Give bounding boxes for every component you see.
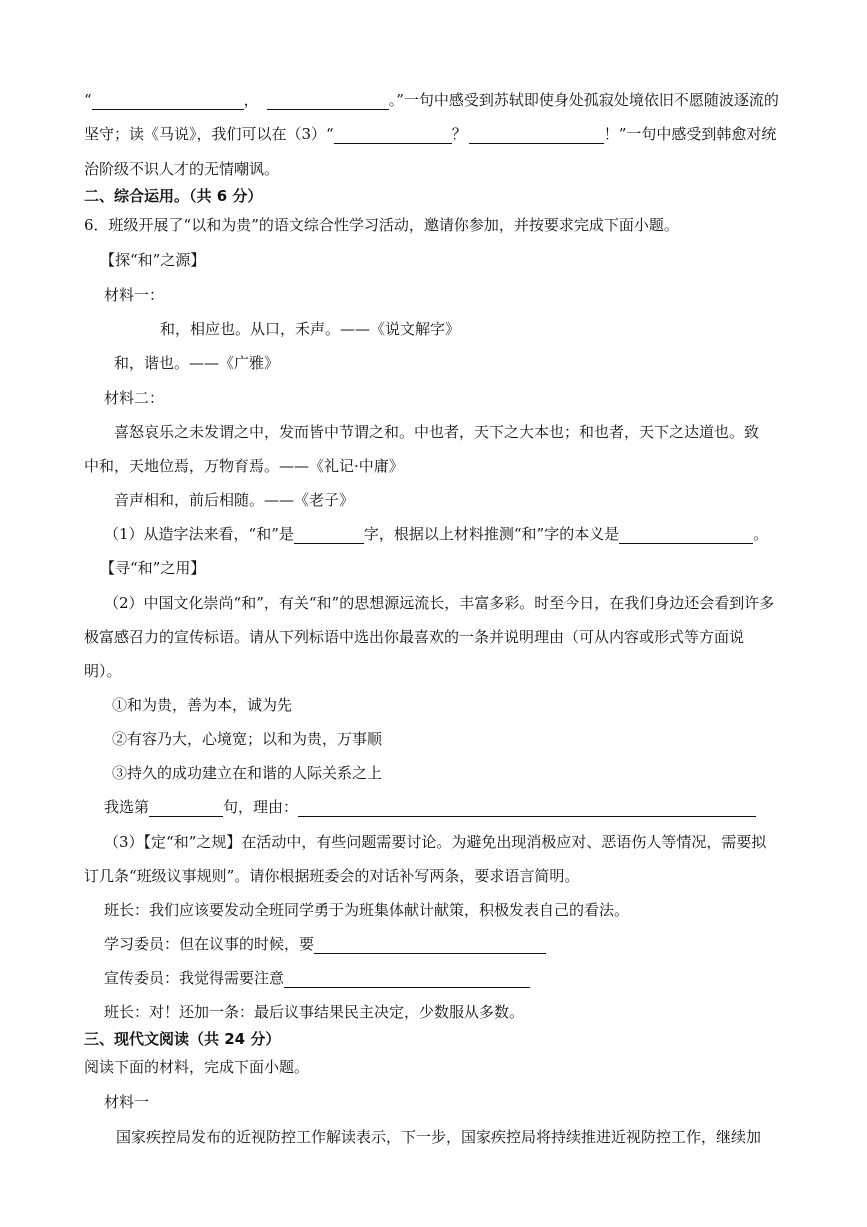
sub-question-1 bbox=[104, 524, 768, 544]
text: 学习委员：但在议事的时候，要 bbox=[104, 935, 315, 953]
sub-question-2-line-2: 极富感召力的宣传标语。请从下列标语中选出你最喜欢的一条并说明理由（可从内容或形式等方面说 bbox=[84, 628, 745, 646]
section-3-intro: 阅读下面的材料，完成下面小题。 bbox=[84, 1058, 310, 1076]
choice-line bbox=[104, 797, 756, 817]
material-1-b: 和，谐也。——《广雅》 bbox=[114, 354, 280, 372]
dialogue-4: 班长：对！还加一条：最后议事结果民主决定，少数服从多数。 bbox=[104, 1003, 525, 1021]
answer-blank[interactable] bbox=[267, 93, 389, 110]
answer-blank[interactable] bbox=[298, 800, 756, 817]
slogan-1: ①和为贵，善为本，诚为先 bbox=[112, 696, 293, 714]
section-3-title: 三、现代文阅读（共 24 分） bbox=[84, 1030, 281, 1048]
answer-blank[interactable] bbox=[469, 127, 604, 144]
text: 字，根据以上材料推测“和”字的本义是 bbox=[363, 525, 620, 543]
subheading-xun: 【寻“和”之用】 bbox=[100, 559, 206, 577]
material-2-b: 中和，天地位焉，万物育焉。——《礼记·中庸》 bbox=[84, 457, 404, 475]
material-label: 材料一 bbox=[104, 1093, 150, 1111]
dialogue-3 bbox=[104, 968, 530, 988]
sub-question-3-line-1: （3）【定“和”之规】在活动中，有些问题需要讨论。为避免出现消极应对、恶语伤人等情况，需要拟 bbox=[104, 833, 767, 851]
text: （1）从造字法来看，“和”是 bbox=[104, 525, 294, 543]
answer-blank[interactable] bbox=[149, 800, 223, 817]
text: “ bbox=[84, 91, 92, 109]
answer-blank[interactable] bbox=[92, 93, 244, 110]
answer-blank[interactable] bbox=[619, 527, 753, 544]
sub-question-2-line-1: （2）中国文化崇尚“和”，有关“和”的思想源远流长，丰富多彩。时至今日，在我们身边还会看到许多 bbox=[104, 594, 775, 612]
material-1-label: 材料一： bbox=[104, 286, 165, 304]
poem-line-1 bbox=[84, 90, 779, 110]
answer-blank[interactable] bbox=[314, 937, 546, 954]
sub-question-2-line-3: 明）。 bbox=[84, 662, 122, 680]
dialogue-2 bbox=[104, 934, 546, 954]
answer-blank[interactable] bbox=[284, 971, 530, 988]
text: 句，理由： bbox=[223, 798, 299, 816]
text: 。”一句中感受到苏轼即使身处孤寂处境依旧不愿随波逐流的 bbox=[388, 91, 779, 109]
poem-line-3: 治阶级不识人才的无情嘲讽。 bbox=[84, 160, 280, 178]
answer-blank[interactable] bbox=[334, 127, 452, 144]
dialogue-1: 班长：我们应该要发动全班同学勇于为班集体献计献策，积极发表自己的看法。 bbox=[104, 901, 630, 919]
text: 。 bbox=[753, 525, 769, 543]
material-1-a: 和，相应也。从口，禾声。——《说文解字》 bbox=[160, 320, 461, 338]
text: 宣传委员：我觉得需要注意 bbox=[104, 969, 285, 987]
material-2-c: 音声相和，前后相随。——《老子》 bbox=[114, 491, 355, 509]
slogan-2: ②有容乃大，心境宽；以和为贵，万事顺 bbox=[112, 730, 383, 748]
text: ？ bbox=[451, 125, 467, 143]
material-2-label: 材料二： bbox=[104, 389, 165, 407]
slogan-3: ③持久的成功建立在和谐的人际关系之上 bbox=[112, 764, 383, 782]
text: ， bbox=[243, 91, 259, 109]
text: 坚守；读《马说》，我们可以在（3）“ bbox=[84, 125, 334, 143]
material-2-a: 喜怒哀乐之未发谓之中，发而皆中节谓之和。中也者，天下之大本也；和也者，天下之达道也。致 bbox=[114, 423, 760, 441]
text: ！”一句中感受到韩愈对统 bbox=[603, 125, 777, 143]
answer-blank[interactable] bbox=[294, 527, 364, 544]
paragraph-1: 国家疾控局发布的近视防控工作解读表示，下一步，国家疾控局将持续推进近视防控工作，继续加 bbox=[116, 1128, 762, 1146]
question-6: 6．班级开展了“以和为贵”的语文综合性学习活动，邀请你参加，并按要求完成下面小题。 bbox=[84, 216, 679, 234]
sub-question-3-line-2: 订几条“班级议事规则”。请你根据班委会的对话补写两条，要求语言简明。 bbox=[84, 867, 580, 885]
text: 我选第 bbox=[104, 798, 150, 816]
subheading-tan: 【探“和”之源】 bbox=[100, 251, 206, 269]
section-2-title: 二、综合运用。（共 6 分） bbox=[84, 187, 263, 205]
poem-line-2 bbox=[84, 124, 776, 144]
